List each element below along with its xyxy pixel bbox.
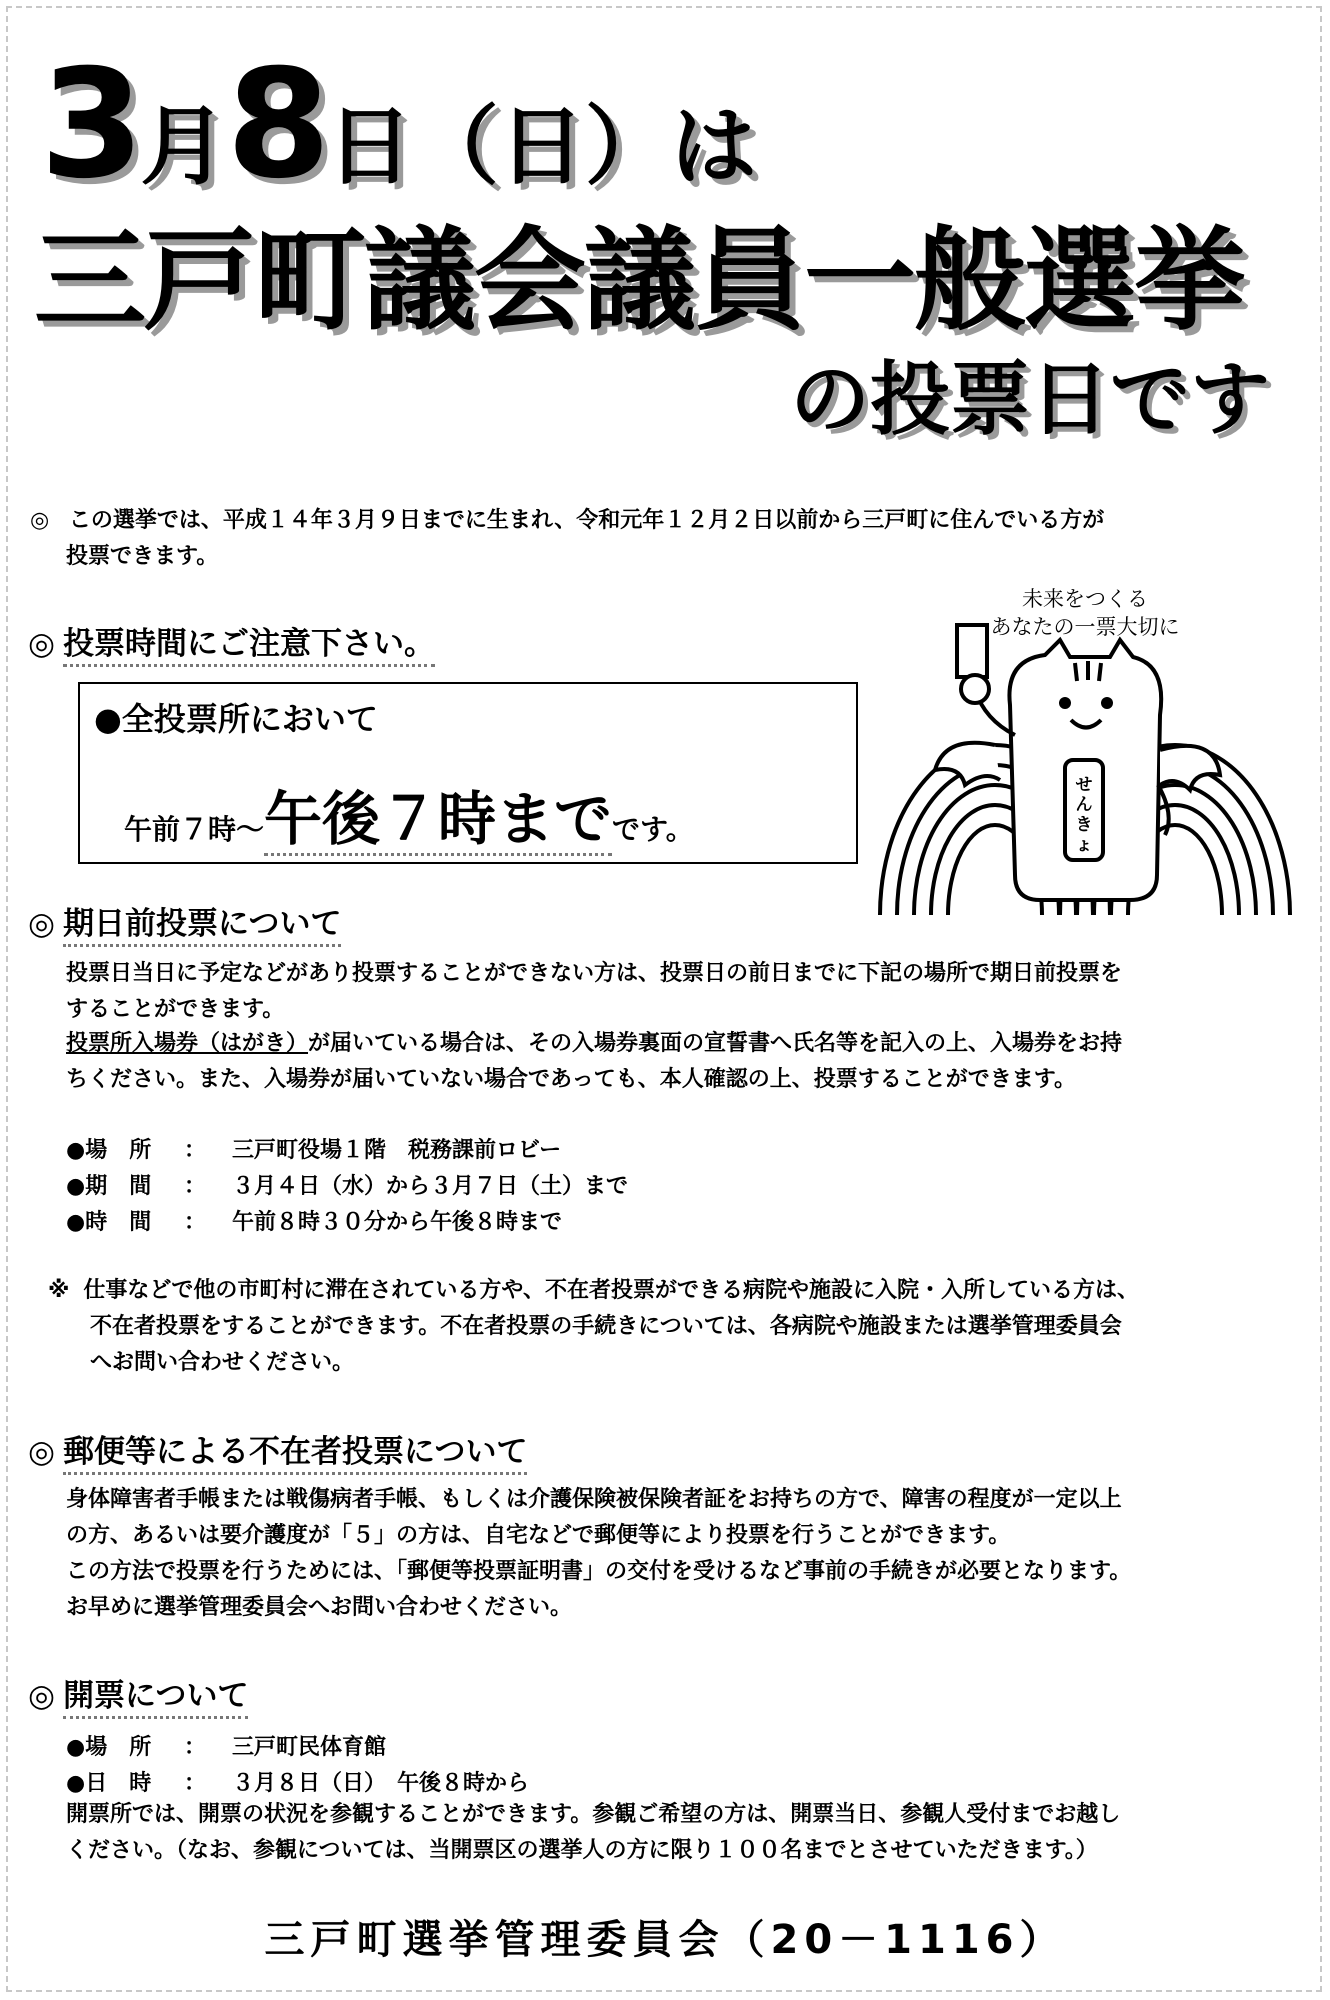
early-voting-time-row: ●時 間 ： 午前８時３０分から午後８時まで xyxy=(66,1210,563,1235)
day-number: 8 xyxy=(226,38,327,212)
section-voting-hours-heading: ◎ 投票時間にご注意下さい。 xyxy=(28,618,435,663)
mascot-caption: 未来をつくる あなたの一票大切に xyxy=(990,587,1180,639)
headline-voting-day: の投票日です xyxy=(790,353,1270,446)
postal-voting-line4: お早めに選挙管理委員会へお問い合わせください。 xyxy=(66,1595,573,1620)
month-kanji: 月 xyxy=(140,97,227,197)
headline-date xyxy=(40,38,757,212)
sash-char-1: せ xyxy=(1075,775,1093,795)
voting-hours-all-stations: ●全投票所において xyxy=(94,700,378,738)
section-postal-voting-heading: ◎ 郵便等による不在者投票について xyxy=(28,1426,527,1471)
postal-voting-line2: の方、あるいは要介護度が「５」の方は、自宅などで郵便等により投票を行うことができます。 xyxy=(66,1523,1011,1548)
sash-char-2: ん xyxy=(1075,795,1093,815)
early-voting-p1-line1: 投票日当日に予定などがあり投票することができない方は、投票日の前日までに下記の場所で期日前投票を xyxy=(66,961,1123,986)
counting-line2: ください。（なお、参観については、当開票区の選挙人の方に限り１００名までとさせていただきます。） xyxy=(66,1838,1098,1863)
sash-char-3: き xyxy=(1075,815,1093,835)
mascot-cat-illustration xyxy=(875,585,1295,925)
absentee-note-line1: ※ 仕事などで他の市町村に滞在されている方や、不在者投票ができる病院や施設に入院・入所している方は、 xyxy=(48,1278,1139,1303)
absentee-note-line3: へお問い合わせください。 xyxy=(90,1350,355,1375)
voting-close-time: 午後７時まで xyxy=(264,785,612,856)
early-voting-period-row: ●期 間 ： ３月４日（水）から３月７日（土）まで xyxy=(66,1174,629,1199)
postal-voting-line1: 身体障害者手帳または戦傷病者手帳、もしくは介護保険被保険者証をお持ちの方で、障害の程度が一定以上 xyxy=(66,1487,1122,1512)
counting-line1: 開票所では、開票の状況を参観することができます。参観ご希望の方は、開票当日、参観人受付までお越し xyxy=(66,1802,1121,1827)
postal-voting-line3: この方法で投票を行うためには、「郵便等投票証明書」の交付を受けるなど事前の手続きが必要となります。 xyxy=(66,1559,1132,1584)
admission-ticket-label: 投票所入場券（はがき） xyxy=(66,1031,309,1056)
bullet-mark: ◎ xyxy=(30,508,50,533)
voting-hours-box xyxy=(78,682,858,864)
absentee-note-line2: 不在者投票をすることができます。不在者投票の手続きについては、各病院や施設または選挙管理委員会 xyxy=(90,1314,1122,1339)
early-voting-p2-line2: ちください。また、入場券が届いていない場合であっても、本人確認の上、投票することができます。 xyxy=(66,1067,1077,1092)
early-voting-p1-line2: することができます。 xyxy=(66,997,285,1022)
eligibility-line1: ◎ この選挙では、平成１４年３月９日までに生まれ、令和元年１２月２日以前から三戸町に住んでいる方が xyxy=(30,508,1105,533)
early-voting-place-row: ●場 所 ： 三戸町役場１階 税務課前ロビー xyxy=(66,1138,562,1163)
early-voting-p2-line1: 投票所入場券（はがき）が届いている場合は、その入場券裏面の宣誓書へ氏名等を記入の上、入場券をお持 xyxy=(66,1031,1123,1056)
counting-datetime-row: ●日 時 ： ３月８日（日） 午後８時から xyxy=(66,1771,530,1796)
election-committee-contact: 三戸町選挙管理委員会（20－1116） xyxy=(264,1917,1066,1963)
sash-char-4: ょ xyxy=(1075,835,1093,855)
headline-election-name: 三戸町議会議員一般選挙 xyxy=(34,216,1244,346)
counting-place-row: ●場 所 ： 三戸町民体育館 xyxy=(66,1735,387,1760)
voting-hours-range: 午前７時～午後７時までです。 xyxy=(124,772,694,856)
section-early-voting-heading: ◎ 期日前投票について xyxy=(28,898,341,943)
section-counting-heading: ◎ 開票について xyxy=(28,1670,248,1715)
month-number: 3 xyxy=(40,38,141,212)
day-suffix: 日（日）は xyxy=(326,97,757,197)
eligibility-line2: 投票できます。 xyxy=(66,544,219,569)
